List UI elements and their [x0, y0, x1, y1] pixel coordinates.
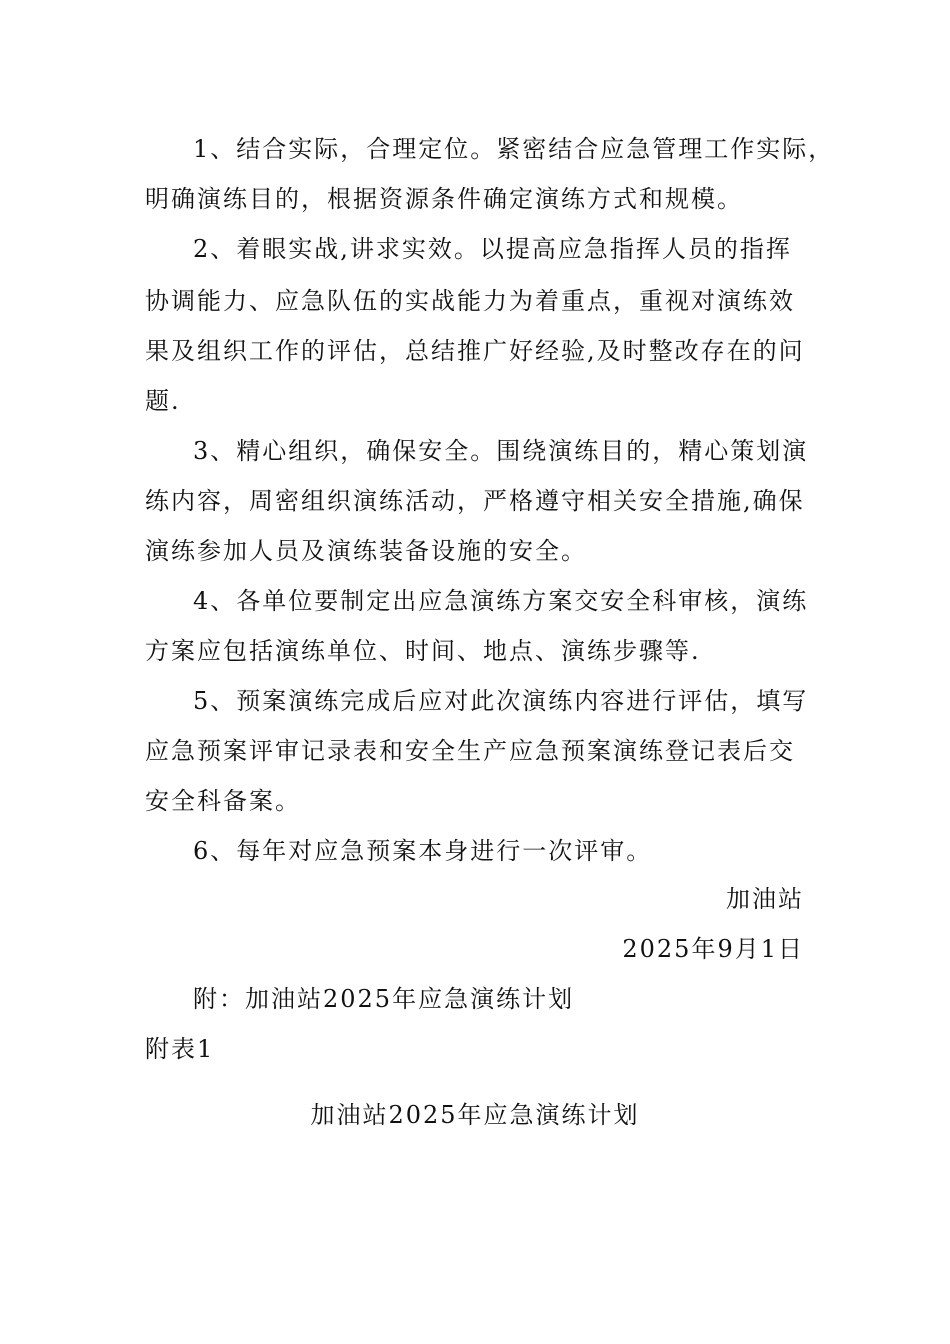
paragraph-5-line-1: 5、预案演练完成后应对此次演练内容进行评估，填写 — [193, 687, 809, 715]
paragraph-4-line-2: 方案应包括演练单位、时间、地点、演练步骤等. — [145, 637, 701, 665]
appendix-label: 附表1 — [145, 1035, 215, 1063]
attachment-note: 附：加油站2025年应急演练计划 — [193, 985, 575, 1013]
paragraph-2-line-2: 协调能力、应急队伍的实战能力为着重点，重视对演练效 — [145, 287, 795, 315]
paragraph-1-line-1: 1、结合实际，合理定位。紧密结合应急管理工作实际， — [193, 135, 835, 163]
signature-date: 2025年9月1日 — [622, 935, 804, 963]
paragraph-4-line-1: 4、各单位要制定出应急演练方案交安全科审核，演练 — [193, 587, 809, 615]
paragraph-2-line-4: 题. — [145, 387, 181, 415]
paragraph-5-line-2: 应急预案评审记录表和安全生产应急预案演练登记表后交 — [145, 737, 795, 765]
paragraph-2-line-1: 2、着眼实战,讲求实效。以提高应急指挥人员的指挥 — [193, 235, 792, 263]
paragraph-3-line-2: 练内容，周密组织演练活动，严格遵守相关安全措施,确保 — [145, 487, 805, 515]
paragraph-5-line-3: 安全科备案。 — [145, 787, 301, 815]
paragraph-3-line-1: 3、精心组织，确保安全。围绕演练目的，精心策划演 — [193, 437, 809, 465]
paragraph-6-line-1: 6、每年对应急预案本身进行一次评审。 — [193, 837, 653, 865]
appendix-title: 加油站2025年应急演练计划 — [310, 1101, 640, 1129]
signature-org: 加油站 — [726, 885, 804, 913]
paragraph-3-line-3: 演练参加人员及演练装备设施的安全。 — [145, 537, 587, 565]
paragraph-1-line-2: 明确演练目的，根据资源条件确定演练方式和规模。 — [145, 185, 743, 213]
paragraph-2-line-3: 果及组织工作的评估，总结推广好经验,及时整改存在的问 — [145, 337, 805, 365]
